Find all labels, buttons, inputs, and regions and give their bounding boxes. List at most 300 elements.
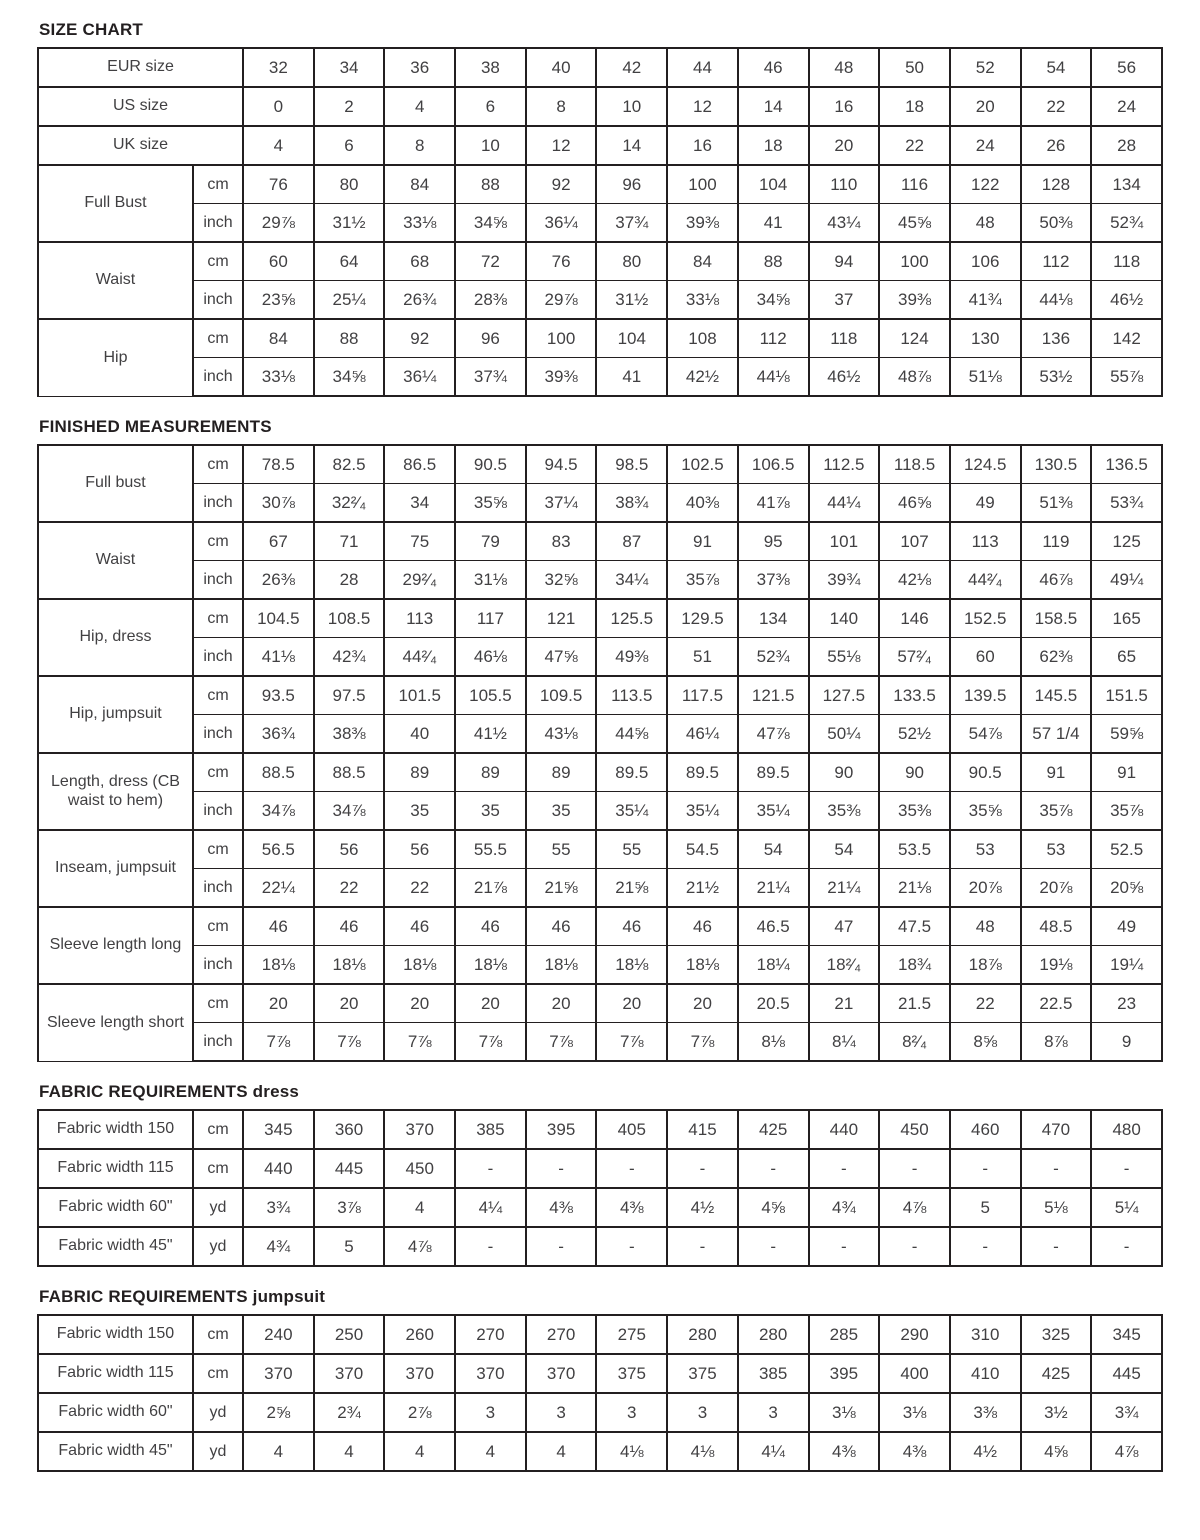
table-row xyxy=(38,281,1162,320)
value-cell: 3 xyxy=(596,1393,667,1432)
value-cell: 90 xyxy=(879,753,950,792)
value-cell: - xyxy=(950,1149,1021,1188)
value-cell: 4 xyxy=(384,87,455,126)
value-cell: 124.5 xyxy=(950,445,1021,484)
value-cell: 41½ xyxy=(455,715,526,754)
value-cell: 35⅞ xyxy=(1021,792,1092,831)
value-cell: 136.5 xyxy=(1091,445,1162,484)
value-cell: 4⅞ xyxy=(384,1227,455,1266)
unit-cell: cm xyxy=(193,165,243,204)
value-cell: 35 xyxy=(384,792,455,831)
value-cell: 2¾ xyxy=(314,1393,385,1432)
value-cell: 45⅝ xyxy=(879,204,950,243)
value-cell: 20 xyxy=(950,87,1021,126)
value-cell: 46⅝ xyxy=(879,484,950,523)
value-cell: 4⅞ xyxy=(879,1188,950,1227)
value-cell: 39¾ xyxy=(809,561,880,600)
value-cell: 101 xyxy=(809,522,880,561)
table-row xyxy=(38,1110,1162,1149)
value-cell: 40⅜ xyxy=(667,484,738,523)
value-cell: 98.5 xyxy=(596,445,667,484)
section-title-fabric-requirements-dress: FABRIC REQUIREMENTS dress xyxy=(39,1082,300,1101)
value-cell: 26¾ xyxy=(384,281,455,320)
value-cell: 48 xyxy=(950,204,1021,243)
value-cell: 4⅞ xyxy=(1091,1432,1162,1471)
unit-cell: cm xyxy=(193,1315,243,1354)
value-cell: 51 xyxy=(667,638,738,677)
value-cell: 44 xyxy=(667,48,738,87)
value-cell: 20 xyxy=(596,984,667,1023)
value-cell: 370 xyxy=(243,1354,314,1393)
value-cell: 51⅜ xyxy=(1021,484,1092,523)
value-cell: 8 xyxy=(384,126,455,165)
value-cell: 92 xyxy=(384,319,455,358)
value-cell: 53.5 xyxy=(879,830,950,869)
table-row xyxy=(38,358,1162,397)
value-cell: 4¾ xyxy=(243,1227,314,1266)
value-cell: 405 xyxy=(596,1110,667,1149)
value-cell: 42 xyxy=(596,48,667,87)
value-cell: 119 xyxy=(1021,522,1092,561)
value-cell: 84 xyxy=(384,165,455,204)
value-cell: 106.5 xyxy=(738,445,809,484)
value-cell: 18⅞ xyxy=(950,946,1021,985)
value-cell: 20 xyxy=(809,126,880,165)
row-label: US size xyxy=(38,87,243,126)
value-cell: 3⅜ xyxy=(950,1393,1021,1432)
value-cell: 18 xyxy=(879,87,950,126)
value-cell: 20⅞ xyxy=(1021,869,1092,908)
value-cell: 89 xyxy=(526,753,597,792)
value-cell: 21⅞ xyxy=(455,869,526,908)
value-cell: 34⅝ xyxy=(314,358,385,397)
value-cell: 104 xyxy=(596,319,667,358)
value-cell: 53½ xyxy=(1021,358,1092,397)
value-cell: 31⅛ xyxy=(455,561,526,600)
table-row xyxy=(38,1149,1162,1188)
value-cell: 400 xyxy=(879,1354,950,1393)
table-row xyxy=(38,753,1162,792)
value-cell: 52¾ xyxy=(1091,204,1162,243)
row-label: Fabric width 45" xyxy=(38,1432,193,1471)
table-row xyxy=(38,1432,1162,1471)
value-cell: 270 xyxy=(455,1315,526,1354)
value-cell: 29⅞ xyxy=(243,204,314,243)
value-cell: 28 xyxy=(1091,126,1162,165)
value-cell: - xyxy=(738,1149,809,1188)
value-cell: 109.5 xyxy=(526,676,597,715)
value-cell: 3⅛ xyxy=(879,1393,950,1432)
value-cell: 96 xyxy=(596,165,667,204)
value-cell: 4½ xyxy=(667,1188,738,1227)
table-row xyxy=(38,126,1162,165)
table-row xyxy=(38,1023,1162,1062)
value-cell: 88.5 xyxy=(314,753,385,792)
value-cell: 12 xyxy=(667,87,738,126)
value-cell: 34⅝ xyxy=(738,281,809,320)
value-cell: 18⅛ xyxy=(243,946,314,985)
row-label: Full Bust xyxy=(38,165,193,242)
value-cell: 40 xyxy=(384,715,455,754)
value-cell: 100 xyxy=(667,165,738,204)
value-cell: 113 xyxy=(950,522,1021,561)
value-cell: 121 xyxy=(526,599,597,638)
value-cell: 21⅝ xyxy=(526,869,597,908)
value-cell: 4½ xyxy=(950,1432,1021,1471)
value-cell: 8 xyxy=(526,87,597,126)
value-cell: 22 xyxy=(950,984,1021,1023)
value-cell: 20 xyxy=(667,984,738,1023)
row-label: Sleeve length short xyxy=(38,984,193,1061)
value-cell: 7⅞ xyxy=(384,1023,455,1062)
value-cell: 4⅜ xyxy=(879,1432,950,1471)
value-cell: 124 xyxy=(879,319,950,358)
value-cell: 10 xyxy=(596,87,667,126)
value-cell: 46½ xyxy=(1091,281,1162,320)
value-cell: 29⅞ xyxy=(526,281,597,320)
value-cell: 7⅞ xyxy=(243,1023,314,1062)
value-cell: 94.5 xyxy=(526,445,597,484)
row-label: Fabric width 115 xyxy=(38,1149,193,1188)
value-cell: 290 xyxy=(879,1315,950,1354)
unit-cell: inch xyxy=(193,946,243,985)
table-row xyxy=(38,242,1162,281)
value-cell: 370 xyxy=(314,1354,385,1393)
value-cell: 470 xyxy=(1021,1110,1092,1149)
value-cell: 130 xyxy=(950,319,1021,358)
value-cell: 134 xyxy=(1091,165,1162,204)
value-cell: 92 xyxy=(526,165,597,204)
value-cell: 96 xyxy=(455,319,526,358)
value-cell: 22 xyxy=(314,869,385,908)
row-label: Fabric width 60" xyxy=(38,1393,193,1432)
unit-cell: cm xyxy=(193,830,243,869)
value-cell: 39⅜ xyxy=(667,204,738,243)
row-label: Hip, dress xyxy=(38,599,193,676)
value-cell: 8⅞ xyxy=(1021,1023,1092,1062)
value-cell: 56 xyxy=(314,830,385,869)
value-cell: 425 xyxy=(1021,1354,1092,1393)
value-cell: 89 xyxy=(384,753,455,792)
table-row xyxy=(38,1315,1162,1354)
unit-cell: cm xyxy=(193,1149,243,1188)
value-cell: 250 xyxy=(314,1315,385,1354)
value-cell: 89.5 xyxy=(738,753,809,792)
value-cell: 385 xyxy=(738,1354,809,1393)
value-cell: 134 xyxy=(738,599,809,638)
value-cell: 52¾ xyxy=(738,638,809,677)
value-cell: 80 xyxy=(596,242,667,281)
value-cell: 41 xyxy=(738,204,809,243)
value-cell: 82.5 xyxy=(314,445,385,484)
value-cell: 22.5 xyxy=(1021,984,1092,1023)
value-cell: 152.5 xyxy=(950,599,1021,638)
value-cell: 32⅝ xyxy=(526,561,597,600)
value-cell: 158.5 xyxy=(1021,599,1092,638)
value-cell: 87 xyxy=(596,522,667,561)
value-cell: 53 xyxy=(1021,830,1092,869)
value-cell: 90.5 xyxy=(455,445,526,484)
value-cell: 67 xyxy=(243,522,314,561)
value-cell: 33⅛ xyxy=(384,204,455,243)
value-cell: - xyxy=(667,1227,738,1266)
value-cell: 44⅝ xyxy=(596,715,667,754)
row-label: Hip xyxy=(38,319,193,396)
value-cell: 20 xyxy=(243,984,314,1023)
value-cell: 34 xyxy=(314,48,385,87)
value-cell: 28 xyxy=(314,561,385,600)
table-row xyxy=(38,830,1162,869)
value-cell: 56 xyxy=(1091,48,1162,87)
fabric-requirements-dress-table xyxy=(37,1109,1163,1267)
value-cell: 57²⁄₄ xyxy=(879,638,950,677)
value-cell: 20⅞ xyxy=(950,869,1021,908)
value-cell: 4 xyxy=(243,1432,314,1471)
value-cell: 18⅛ xyxy=(384,946,455,985)
value-cell: 129.5 xyxy=(667,599,738,638)
value-cell: 22 xyxy=(879,126,950,165)
value-cell: 21 xyxy=(809,984,880,1023)
table-row xyxy=(38,204,1162,243)
value-cell: 21.5 xyxy=(879,984,950,1023)
value-cell: 25¼ xyxy=(314,281,385,320)
value-cell: 34⅞ xyxy=(243,792,314,831)
value-cell: 122 xyxy=(950,165,1021,204)
value-cell: 4 xyxy=(526,1432,597,1471)
value-cell: 4⅝ xyxy=(738,1188,809,1227)
value-cell: 151.5 xyxy=(1091,676,1162,715)
value-cell: 50¼ xyxy=(809,715,880,754)
value-cell: 41 xyxy=(596,358,667,397)
value-cell: 105.5 xyxy=(455,676,526,715)
value-cell: 68 xyxy=(384,242,455,281)
value-cell: 385 xyxy=(455,1110,526,1149)
unit-cell: inch xyxy=(193,638,243,677)
value-cell: 39⅜ xyxy=(526,358,597,397)
unit-cell: inch xyxy=(193,1023,243,1062)
value-cell: - xyxy=(455,1227,526,1266)
value-cell: 31½ xyxy=(596,281,667,320)
unit-cell: inch xyxy=(193,484,243,523)
value-cell: 23⅝ xyxy=(243,281,314,320)
value-cell: 3 xyxy=(526,1393,597,1432)
table-row xyxy=(38,715,1162,754)
value-cell: - xyxy=(1021,1149,1092,1188)
value-cell: 42¾ xyxy=(314,638,385,677)
value-cell: 55 xyxy=(596,830,667,869)
value-cell: 10 xyxy=(455,126,526,165)
value-cell: 6 xyxy=(455,87,526,126)
value-cell: 360 xyxy=(314,1110,385,1149)
row-label: Fabric width 150 xyxy=(38,1315,193,1354)
value-cell: 20 xyxy=(314,984,385,1023)
value-cell: 125.5 xyxy=(596,599,667,638)
value-cell: 24 xyxy=(1091,87,1162,126)
value-cell: 18¼ xyxy=(738,946,809,985)
value-cell: 116 xyxy=(879,165,950,204)
value-cell: 370 xyxy=(526,1354,597,1393)
value-cell: 47⅞ xyxy=(738,715,809,754)
value-cell: 50 xyxy=(879,48,950,87)
value-cell: 118 xyxy=(1091,242,1162,281)
value-cell: 35 xyxy=(526,792,597,831)
value-cell: 35⅞ xyxy=(667,561,738,600)
value-cell: 48⅞ xyxy=(879,358,950,397)
table-row xyxy=(38,1188,1162,1227)
value-cell: 35⅝ xyxy=(455,484,526,523)
table-row xyxy=(38,522,1162,561)
value-cell: 4⅜ xyxy=(809,1432,880,1471)
value-cell: 48 xyxy=(809,48,880,87)
value-cell: - xyxy=(1021,1227,1092,1266)
value-cell: 21⅛ xyxy=(879,869,950,908)
value-cell: 33⅛ xyxy=(667,281,738,320)
value-cell: - xyxy=(879,1227,950,1266)
value-cell: 78.5 xyxy=(243,445,314,484)
value-cell: 51⅛ xyxy=(950,358,1021,397)
unit-cell: cm xyxy=(193,599,243,638)
unit-cell: inch xyxy=(193,715,243,754)
table-row xyxy=(38,319,1162,358)
value-cell: 32 xyxy=(243,48,314,87)
value-cell: 36 xyxy=(384,48,455,87)
value-cell: - xyxy=(526,1227,597,1266)
row-label: Fabric width 45" xyxy=(38,1227,193,1266)
value-cell: 21¼ xyxy=(809,869,880,908)
value-cell: 7⅞ xyxy=(596,1023,667,1062)
value-cell: 34⅝ xyxy=(455,204,526,243)
value-cell: 44⅛ xyxy=(738,358,809,397)
value-cell: 7⅞ xyxy=(526,1023,597,1062)
value-cell: 325 xyxy=(1021,1315,1092,1354)
value-cell: 47.5 xyxy=(879,907,950,946)
value-cell: - xyxy=(879,1149,950,1188)
value-cell: 146 xyxy=(879,599,950,638)
value-cell: 3 xyxy=(667,1393,738,1432)
unit-cell: yd xyxy=(193,1188,243,1227)
table-row xyxy=(38,48,1162,87)
value-cell: 7⅞ xyxy=(667,1023,738,1062)
value-cell: 48 xyxy=(950,907,1021,946)
value-cell: 34¼ xyxy=(596,561,667,600)
value-cell: 18²⁄₄ xyxy=(809,946,880,985)
value-cell: 46 xyxy=(243,907,314,946)
value-cell: 54 xyxy=(1021,48,1092,87)
row-label: Sleeve length long xyxy=(38,907,193,984)
unit-cell: inch xyxy=(193,561,243,600)
size-chart-table xyxy=(37,47,1163,397)
value-cell: 35⅝ xyxy=(950,792,1021,831)
value-cell: 35⅜ xyxy=(879,792,950,831)
value-cell: 370 xyxy=(384,1110,455,1149)
value-cell: 2 xyxy=(314,87,385,126)
value-cell: 128 xyxy=(1021,165,1092,204)
value-cell: 32²⁄₄ xyxy=(314,484,385,523)
value-cell: 14 xyxy=(738,87,809,126)
value-cell: 108 xyxy=(667,319,738,358)
value-cell: 18⅛ xyxy=(455,946,526,985)
value-cell: 56.5 xyxy=(243,830,314,869)
row-label: Fabric width 60" xyxy=(38,1188,193,1227)
value-cell: 76 xyxy=(243,165,314,204)
value-cell: 57 1/4 xyxy=(1021,715,1092,754)
value-cell: 118.5 xyxy=(879,445,950,484)
table-row xyxy=(38,869,1162,908)
value-cell: 3 xyxy=(738,1393,809,1432)
value-cell: 117.5 xyxy=(667,676,738,715)
value-cell: 46 xyxy=(455,907,526,946)
value-cell: 94 xyxy=(809,242,880,281)
unit-cell: inch xyxy=(193,204,243,243)
row-label: Hip, jumpsuit xyxy=(38,676,193,753)
value-cell: 140 xyxy=(809,599,880,638)
value-cell: 125 xyxy=(1091,522,1162,561)
unit-cell: cm xyxy=(193,522,243,561)
value-cell: 28⅜ xyxy=(455,281,526,320)
unit-cell: cm xyxy=(193,907,243,946)
value-cell: 54.5 xyxy=(667,830,738,869)
value-cell: 37¾ xyxy=(596,204,667,243)
value-cell: 49¼ xyxy=(1091,561,1162,600)
value-cell: 21⅝ xyxy=(596,869,667,908)
unit-cell: cm xyxy=(193,676,243,715)
value-cell: 30⅞ xyxy=(243,484,314,523)
value-cell: 395 xyxy=(526,1110,597,1149)
unit-cell: cm xyxy=(193,242,243,281)
value-cell: - xyxy=(809,1227,880,1266)
value-cell: 121.5 xyxy=(738,676,809,715)
value-cell: 19⅛ xyxy=(1021,946,1092,985)
value-cell: 2⅝ xyxy=(243,1393,314,1432)
table-row xyxy=(38,984,1162,1023)
value-cell: 3⅛ xyxy=(809,1393,880,1432)
value-cell: 240 xyxy=(243,1315,314,1354)
value-cell: 35 xyxy=(455,792,526,831)
value-cell: 62⅜ xyxy=(1021,638,1092,677)
value-cell: 5¼ xyxy=(1091,1188,1162,1227)
value-cell: 4 xyxy=(243,126,314,165)
value-cell: 83 xyxy=(526,522,597,561)
value-cell: 60 xyxy=(950,638,1021,677)
value-cell: 43⅛ xyxy=(526,715,597,754)
value-cell: - xyxy=(596,1149,667,1188)
value-cell: 136 xyxy=(1021,319,1092,358)
value-cell: 52½ xyxy=(879,715,950,754)
value-cell: 36¼ xyxy=(526,204,597,243)
unit-cell: cm xyxy=(193,319,243,358)
value-cell: 44²⁄₄ xyxy=(384,638,455,677)
value-cell: 6 xyxy=(314,126,385,165)
value-cell: 65 xyxy=(1091,638,1162,677)
value-cell: 36¾ xyxy=(243,715,314,754)
finished-measurements-table xyxy=(37,444,1163,1062)
table-row xyxy=(38,907,1162,946)
value-cell: 4⅛ xyxy=(667,1432,738,1471)
value-cell: 88.5 xyxy=(243,753,314,792)
value-cell: 75 xyxy=(384,522,455,561)
value-cell: 76 xyxy=(526,242,597,281)
unit-cell: inch xyxy=(193,869,243,908)
value-cell: 54 xyxy=(809,830,880,869)
value-cell: 4 xyxy=(314,1432,385,1471)
value-cell: 108.5 xyxy=(314,599,385,638)
value-cell: 35¼ xyxy=(596,792,667,831)
value-cell: 4 xyxy=(455,1432,526,1471)
value-cell: 90.5 xyxy=(950,753,1021,792)
value-cell: 16 xyxy=(809,87,880,126)
value-cell: 22 xyxy=(384,869,455,908)
value-cell: 3¾ xyxy=(243,1188,314,1227)
